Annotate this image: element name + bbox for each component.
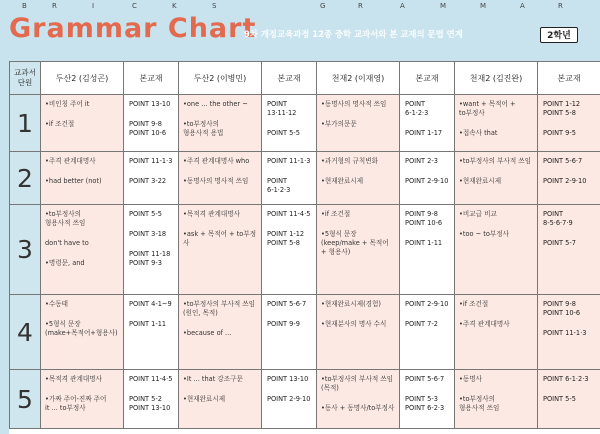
point-ref: POINT 11-1·3 (267, 157, 311, 165)
point-ref: POINT 9-8 POINT 10-6 (405, 210, 443, 227)
grammar-item: •want + 목적어 + to부정사 (459, 100, 516, 117)
brand-letter: M (480, 2, 487, 10)
table-row (10, 152, 600, 205)
grammar-item: •to부정사의 형용사적 용법 (183, 120, 224, 137)
point-ref: POINT 3-22 (129, 177, 167, 185)
grammar-item: •현재분사의 명사 수식 (321, 320, 387, 328)
point-ref-cell (538, 152, 600, 205)
textbook-header: 천재2 (김진완) (455, 62, 538, 95)
page-subtitle: 9차 개정교육과정 12종 중학 교과서와 본 교재의 문법 연계 (244, 29, 463, 39)
grammar-item: •too ~ to부정사 (459, 230, 509, 238)
grammar-item: don't have to (45, 239, 89, 247)
point-ref-cell (538, 205, 600, 295)
unit-number: 5 (10, 370, 41, 429)
grammar-items-cell (317, 295, 400, 370)
unit-number: 2 (10, 152, 41, 205)
grammar-items-cell (455, 205, 538, 295)
brand-letter: C (132, 2, 137, 10)
brand-letter: M (440, 2, 447, 10)
grammar-item: •had better (not) (45, 177, 102, 185)
unit-number: 3 (10, 205, 41, 295)
point-ref: POINT 1-11 (129, 320, 167, 328)
table-row (10, 370, 600, 429)
grammar-items-cell (179, 205, 262, 295)
grammar-item: •5형식 문장 (keep/make + 목적어 + 형용사) (321, 230, 389, 256)
brand-letter: I (92, 2, 95, 10)
grammar-item: •비교급 비교 (459, 210, 497, 218)
grammar-item: •현재완료시제 (183, 395, 226, 403)
point-ref-cell (262, 152, 317, 205)
textbook-header: 두산2 (이병민) (179, 62, 262, 95)
table-row (10, 95, 600, 152)
point-ref: POINT 2-9·10 (543, 177, 587, 185)
brand-letter: A (400, 2, 405, 10)
grammar-item: •if 조건절 (45, 120, 75, 128)
grammar-item: •동명사의 명사적 쓰임 (183, 177, 249, 185)
grammar-item: •to부정사의 형용사적 쓰임 (45, 210, 86, 227)
textbook-header: 천재2 (이재영) (317, 62, 400, 95)
point-ref: POINT 13·11·12 (267, 100, 297, 117)
point-ref: POINT 9-8 POINT 10-6 (543, 300, 581, 317)
grammar-item: •수동태 (45, 300, 68, 308)
point-ref: POINT 1-12 POINT 5-8 (543, 100, 581, 117)
point-ref: POINT 6-1·2·3 (543, 375, 589, 383)
point-ref: POINT 9-9 (267, 320, 300, 328)
grammar-items-cell (179, 295, 262, 370)
table-row (10, 295, 600, 370)
point-ref: POINT 9-8 POINT 10-6 (129, 120, 167, 137)
grammar-items-cell (317, 370, 400, 429)
point-ref: POINT 6-1·2·3 (405, 100, 429, 117)
point-ref: POINT 5-6·7 (543, 157, 583, 165)
grammar-item: •to부정사의 부사적 쓰임 (원인, 목적) (183, 300, 256, 317)
ref-header: 본교재 (538, 62, 600, 95)
point-ref: POINT 5-2 POINT 13-10 (129, 395, 171, 412)
unit-number: 4 (10, 295, 41, 370)
brand-letter: B (22, 2, 27, 10)
point-ref-cell (262, 370, 317, 429)
grammar-items-cell (455, 95, 538, 152)
point-ref: POINT 6-1·2·3 (267, 177, 291, 194)
grammar-items-cell (179, 152, 262, 205)
grammar-item: •one ... the other ~ (183, 100, 248, 108)
grammar-item: •현재완료시제 (459, 177, 502, 185)
point-ref: POINT 4-1~9 (129, 300, 172, 308)
grammar-items-cell (455, 370, 538, 429)
brand-letter: G (320, 2, 326, 10)
point-ref: POINT 2-9·10 (267, 395, 311, 403)
grammar-item: •주격 관계대명사 (45, 157, 96, 165)
grammar-item: •비인칭 주어 it (45, 100, 90, 108)
point-ref-cell (538, 295, 600, 370)
point-ref: POINT 8-5·6·7·9 (543, 210, 573, 227)
point-ref: POINT 7-2 (405, 320, 438, 328)
point-ref: POINT 1-17 (405, 129, 443, 137)
point-ref: POINT 9-5 (543, 129, 576, 137)
point-ref-cell (124, 295, 179, 370)
point-ref: POINT 11-18 POINT 9-3 (129, 250, 171, 267)
point-ref: POINT 5-3 POINT 6-2·3 (405, 395, 445, 412)
point-ref: POINT 2-3 (405, 157, 438, 165)
point-ref: POINT 1-11 (405, 239, 443, 247)
point-ref-cell (400, 205, 455, 295)
point-ref: POINT 5-5 (543, 395, 576, 403)
point-ref: POINT 3-18 (129, 230, 167, 238)
grammar-item: •if 조건절 (321, 210, 351, 218)
grammar-item: •접속사 that (459, 129, 498, 137)
grammar-items-cell (179, 95, 262, 152)
grammar-item: •가짜 주어-진짜 주어 it ... to부정사 (45, 395, 107, 412)
ref-header: 본교재 (400, 62, 455, 95)
point-ref-cell (262, 295, 317, 370)
grammar-item: •동명사 (459, 375, 482, 383)
grammar-items-cell (41, 370, 124, 429)
brand-letter: K (172, 2, 177, 10)
point-ref: POINT 5-6·7 (405, 375, 445, 383)
brand-letter: R (558, 2, 563, 10)
page-title: Grammar Chart (9, 13, 257, 44)
ref-header: 본교재 (124, 62, 179, 95)
brand-letter: A (520, 2, 525, 10)
grammar-item: •5형식 문장 (make+목적어+형용사) (45, 320, 118, 337)
grammar-item: •과거형의 규칙변화 (321, 157, 378, 165)
textbook-header: 두산2 (김성곤) (41, 62, 124, 95)
point-ref-cell (124, 152, 179, 205)
grammar-item: •현재완료시제 (321, 177, 364, 185)
point-ref: POINT 5-7 (543, 239, 576, 247)
point-ref: POINT 1-12 POINT 5-8 (267, 230, 305, 247)
point-ref: POINT 2-9·10 (405, 300, 449, 308)
grammar-items-cell (41, 205, 124, 295)
point-ref: POINT 11-1·3 (543, 329, 587, 337)
brand-letter: R (52, 2, 57, 10)
table-row (10, 205, 600, 295)
grammar-item: •because of ... (183, 329, 232, 337)
grammar-item: •to부정사의 형용사적 쓰임 (459, 395, 500, 412)
unit-column-header: 교과서 단원 (10, 62, 41, 95)
point-ref: POINT 2-9·10 (405, 177, 449, 185)
point-ref-cell (538, 95, 600, 152)
point-ref-cell (124, 95, 179, 152)
point-ref: POINT 11-4·5 (267, 210, 311, 218)
point-ref-cell (262, 95, 317, 152)
grammar-item: •동사 + 동명사/to부정사 (321, 404, 395, 412)
point-ref-cell (400, 370, 455, 429)
point-ref: POINT 11-4·5 (129, 375, 173, 383)
point-ref-cell (124, 370, 179, 429)
table-header-row (10, 62, 600, 95)
point-ref: POINT 13-10 (129, 100, 171, 108)
grammar-items-cell (455, 295, 538, 370)
point-ref: POINT 13-10 (267, 375, 309, 383)
grammar-item: •주격 관계대명사 who (183, 157, 250, 165)
point-ref-cell (538, 370, 600, 429)
unit-number: 1 (10, 95, 41, 152)
ref-header: 본교재 (262, 62, 317, 95)
point-ref-cell (400, 152, 455, 205)
grade-badge: 2학년 (540, 27, 578, 43)
point-ref-cell (124, 205, 179, 295)
grammar-items-cell (317, 152, 400, 205)
point-ref-cell (400, 95, 455, 152)
grammar-items-cell (317, 205, 400, 295)
grammar-item: •동명사의 명사적 쓰임 (321, 100, 387, 108)
grammar-items-cell (179, 370, 262, 429)
grammar-items-cell (317, 95, 400, 152)
point-ref-cell (400, 295, 455, 370)
grammar-chart-table (9, 61, 600, 434)
brand-letter: R (358, 2, 363, 10)
point-ref: POINT 5-5 (267, 129, 300, 137)
grammar-item: •목적격 관계대명사 (45, 375, 102, 383)
grammar-item: •ask + 목적어 + to부정사 (183, 230, 257, 247)
grammar-item: •to부정사의 부사적 쓰임 (459, 157, 532, 165)
point-ref: POINT 5-6·7 (267, 300, 307, 308)
point-ref: POINT 5-5 (129, 210, 162, 218)
grammar-item: •if 조건절 (459, 300, 489, 308)
grammar-items-cell (41, 295, 124, 370)
grammar-item: •to부정사의 부사적 쓰임 (목적) (321, 375, 394, 392)
grammar-items-cell (41, 152, 124, 205)
grammar-items-cell (455, 152, 538, 205)
grammar-item: •명령문, and (45, 259, 85, 267)
grammar-item: •주격 관계대명사 (459, 320, 510, 328)
brand-letter: S (212, 2, 217, 10)
point-ref-cell (262, 205, 317, 295)
grammar-item: •It ... that 강조구문 (183, 375, 243, 383)
grammar-item: •현재완료시제(경험) (321, 300, 381, 308)
point-ref: POINT 11-1·3 (129, 157, 173, 165)
grammar-item: •부가의문문 (321, 120, 357, 128)
grammar-item: •목적격 관계대명사 (183, 210, 240, 218)
grammar-items-cell (41, 95, 124, 152)
